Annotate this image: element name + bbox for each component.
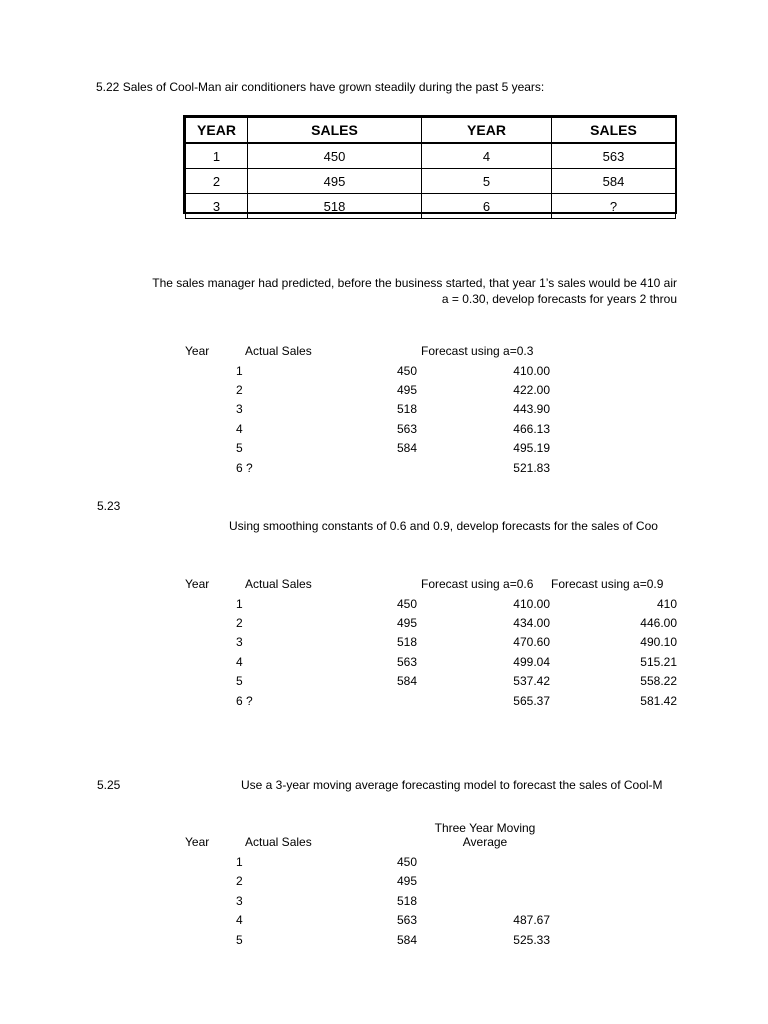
table-cell: 2 xyxy=(186,169,248,194)
row-forecast: 495.19 xyxy=(513,441,550,455)
col-forecast-label: Forecast using a=0.3 xyxy=(421,344,534,358)
row-actual: 584 xyxy=(397,933,418,947)
row-year: 1 xyxy=(236,855,243,869)
row-year: 4 xyxy=(236,655,243,669)
row-forecast-06: 565.37 xyxy=(513,694,550,708)
table-cell: 450 xyxy=(248,143,422,169)
table-cell: 5 xyxy=(422,169,552,194)
row-actual: 495 xyxy=(397,874,418,888)
row-forecast-09: 446.00 xyxy=(640,616,677,630)
row-year: 1 xyxy=(236,364,243,378)
problem-523-number: 5.23 xyxy=(97,499,121,513)
table-cell: ? xyxy=(552,194,676,219)
problem-522-paragraph-line1: The sales manager had predicted, before the business started, that year 1’s sales would be 410 air xyxy=(152,276,677,290)
row-forecast: 410.00 xyxy=(513,364,550,378)
row-forecast-09: 581.42 xyxy=(640,694,677,708)
row-year: 2 xyxy=(236,383,243,397)
header-year-1: YEAR xyxy=(186,118,248,144)
row-forecast: 422.00 xyxy=(513,383,550,397)
row-actual: 450 xyxy=(397,855,418,869)
row-year: 3 xyxy=(236,894,243,908)
col-actual-sales-label: Actual Sales xyxy=(245,577,312,591)
row-actual: 450 xyxy=(397,364,418,378)
row-actual: 563 xyxy=(397,655,418,669)
header-sales-1: SALES xyxy=(248,118,422,144)
row-year: 3 xyxy=(236,402,243,416)
row-actual: 495 xyxy=(397,616,418,630)
table-cell: 584 xyxy=(552,169,676,194)
row-moving-average: 487.67 xyxy=(513,913,550,927)
problem-522-heading: 5.22 Sales of Cool-Man air conditioners have grown steadily during the past 5 years: xyxy=(96,80,545,94)
col-moving-average-label-line1: Three Year Moving xyxy=(434,821,536,835)
row-year: 4 xyxy=(236,422,243,436)
row-forecast: 521.83 xyxy=(513,461,550,475)
row-forecast-09: 490.10 xyxy=(640,635,677,649)
row-actual: 495 xyxy=(397,383,418,397)
sales-table-header-row xyxy=(186,118,676,144)
row-year: 2 xyxy=(236,616,243,630)
row-year: 2 xyxy=(236,874,243,888)
row-forecast-09: 558.22 xyxy=(640,674,677,688)
table-cell: 6 xyxy=(422,194,552,219)
row-year: 3 xyxy=(236,635,243,649)
col-forecast-09-label: Forecast using a=0.9 xyxy=(551,577,664,591)
row-year: 1 xyxy=(236,597,243,611)
row-actual: 584 xyxy=(397,674,418,688)
row-forecast-06: 434.00 xyxy=(513,616,550,630)
row-forecast: 443.90 xyxy=(513,402,550,416)
table-cell: 518 xyxy=(248,194,422,219)
col-forecast-06-label: Forecast using a=0.6 xyxy=(421,577,534,591)
row-year: 4 xyxy=(236,913,243,927)
table-cell: 1 xyxy=(186,143,248,169)
row-forecast-06: 470.60 xyxy=(513,635,550,649)
row-forecast-06: 499.04 xyxy=(513,655,550,669)
row-forecast-09: 515.21 xyxy=(640,655,677,669)
row-year: 6 ? xyxy=(236,461,253,475)
row-year: 5 xyxy=(236,674,243,688)
problem-525-number: 5.25 xyxy=(97,778,121,792)
row-moving-average: 525.33 xyxy=(513,933,550,947)
table-cell: 563 xyxy=(552,143,676,169)
row-forecast-06: 537.42 xyxy=(513,674,550,688)
header-sales-2: SALES xyxy=(552,118,676,144)
problem-523-instruction: Using smoothing constants of 0.6 and 0.9, develop forecasts for the sales of Coo xyxy=(229,519,658,533)
row-actual: 584 xyxy=(397,441,418,455)
table-row xyxy=(186,169,676,194)
row-forecast: 466.13 xyxy=(513,422,550,436)
col-actual-sales-label: Actual Sales xyxy=(245,835,312,849)
row-actual: 518 xyxy=(397,402,418,416)
table-cell: 3 xyxy=(186,194,248,219)
row-forecast-06: 410.00 xyxy=(513,597,550,611)
table-row xyxy=(186,143,676,169)
row-actual: 518 xyxy=(397,635,418,649)
row-actual: 563 xyxy=(397,422,418,436)
col-year-label: Year xyxy=(185,835,210,849)
col-actual-sales-label: Actual Sales xyxy=(245,344,312,358)
row-forecast-09: 410 xyxy=(656,597,677,611)
problem-522-paragraph-line2: a = 0.30, develop forecasts for years 2 throu xyxy=(441,292,677,306)
sales-table xyxy=(183,115,677,214)
row-year: 5 xyxy=(236,441,243,455)
col-moving-average-label-line2: Average xyxy=(462,835,508,849)
row-year: 6 ? xyxy=(236,694,253,708)
col-year-label: Year xyxy=(185,577,210,591)
table-cell: 4 xyxy=(422,143,552,169)
table-row xyxy=(186,194,676,219)
header-year-2: YEAR xyxy=(422,118,552,144)
row-actual: 450 xyxy=(397,597,418,611)
row-actual: 518 xyxy=(397,894,418,908)
col-year-label: Year xyxy=(185,344,210,358)
row-year: 5 xyxy=(236,933,243,947)
problem-525-instruction: Use a 3-year moving average forecasting model to forecast the sales of Cool-M xyxy=(241,778,663,792)
row-actual: 563 xyxy=(397,913,418,927)
table-cell: 495 xyxy=(248,169,422,194)
